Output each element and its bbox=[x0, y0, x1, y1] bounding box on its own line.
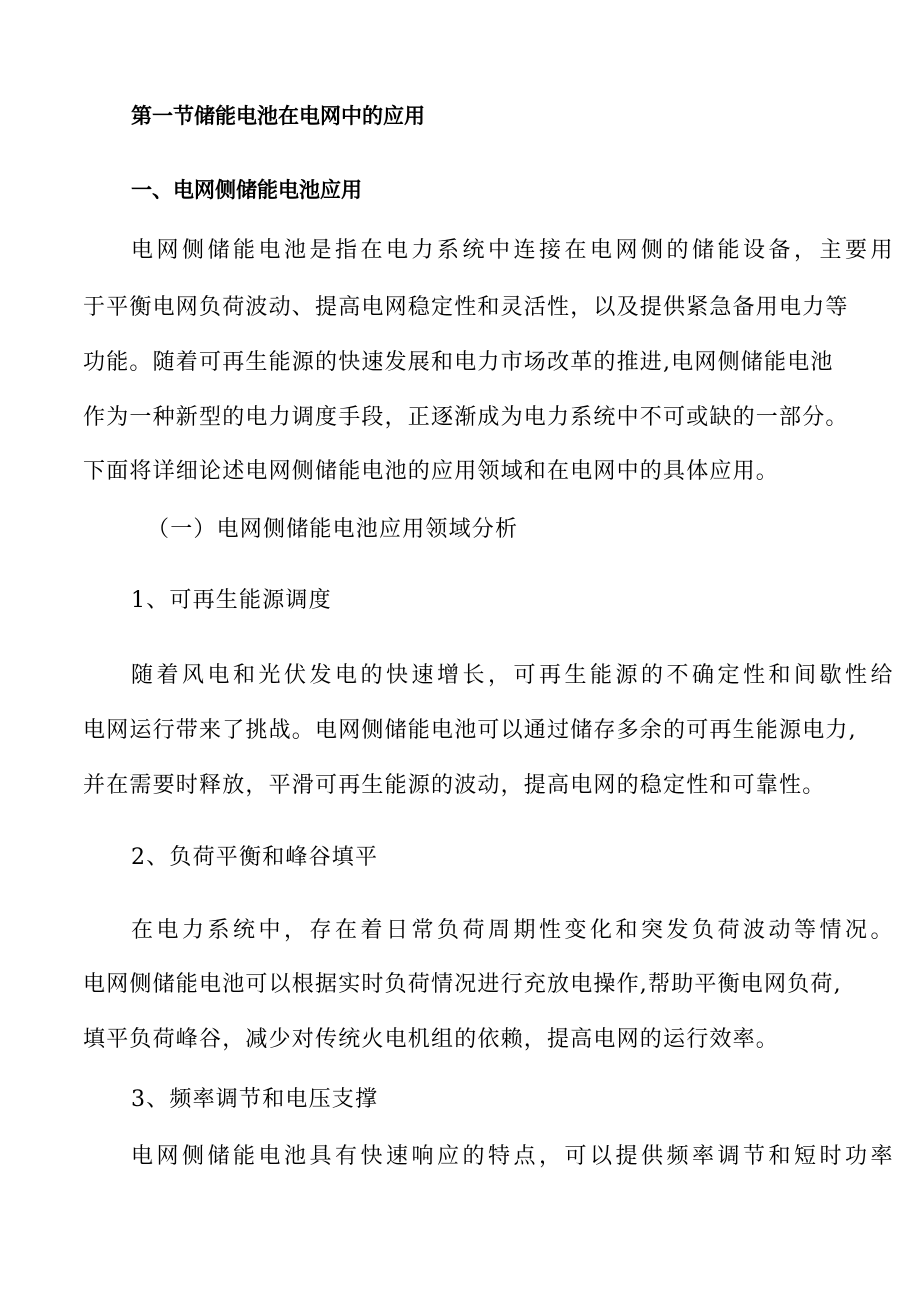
item-3-paragraph-line: 电网侧储能电池具有快速响应的特点，可以提供频率调节和短时功率 bbox=[131, 1144, 897, 1169]
section-title: 第一节储能电池在电网中的应用 bbox=[131, 104, 425, 128]
intro-paragraph-line: 于平衡电网负荷波动、提高电网稳定性和灵活性，以及提供紧急备用电力等 bbox=[83, 295, 849, 320]
item-2-paragraph-line: 在电力系统中，存在着日常负荷周期性变化和突发负荷波动等情况。 bbox=[131, 918, 897, 943]
item-3-title: 3、频率调节和电压支撑 bbox=[131, 1087, 379, 1112]
item-2-paragraph-line: 电网侧储能电池可以根据实时负荷情况进行充放电操作,帮助平衡电网负荷, bbox=[83, 972, 842, 997]
item-1-title: 1、可再生能源调度 bbox=[131, 588, 332, 613]
subheading-application-fields: （一）电网侧储能电池应用领域分析 bbox=[147, 517, 519, 542]
intro-paragraph-line: 下面将详细论述电网侧储能电池的应用领域和在电网中的具体应用。 bbox=[83, 459, 780, 484]
item-1-paragraph-line: 随着风电和光伏发电的快速增长，可再生能源的不确定性和间歇性给 bbox=[131, 663, 897, 688]
heading-grid-side-storage: 一、电网侧储能电池应用 bbox=[131, 178, 362, 202]
intro-paragraph-line: 作为一种新型的电力调度手段，正逐渐成为电力系统中不可或缺的一部分。 bbox=[83, 405, 849, 430]
item-1-paragraph-line: 电网运行带来了挑战。电网侧储能电池可以通过储存多余的可再生能源电力, bbox=[83, 718, 857, 743]
item-2-paragraph-line: 填平负荷峰谷，减少对传统火电机组的依赖，提高电网的运行效率。 bbox=[83, 1027, 780, 1052]
item-2-title: 2、负荷平衡和峰谷填平 bbox=[131, 845, 379, 870]
intro-paragraph-line: 电网侧储能电池是指在电力系统中连接在电网侧的储能设备，主要用 bbox=[131, 238, 897, 263]
intro-paragraph-line: 功能。随着可再生能源的快速发展和电力市场改革的推进,电网侧储能电池 bbox=[83, 350, 834, 375]
item-1-paragraph-line: 并在需要时释放，平滑可再生能源的波动，提高电网的稳定性和可靠性。 bbox=[83, 773, 826, 798]
